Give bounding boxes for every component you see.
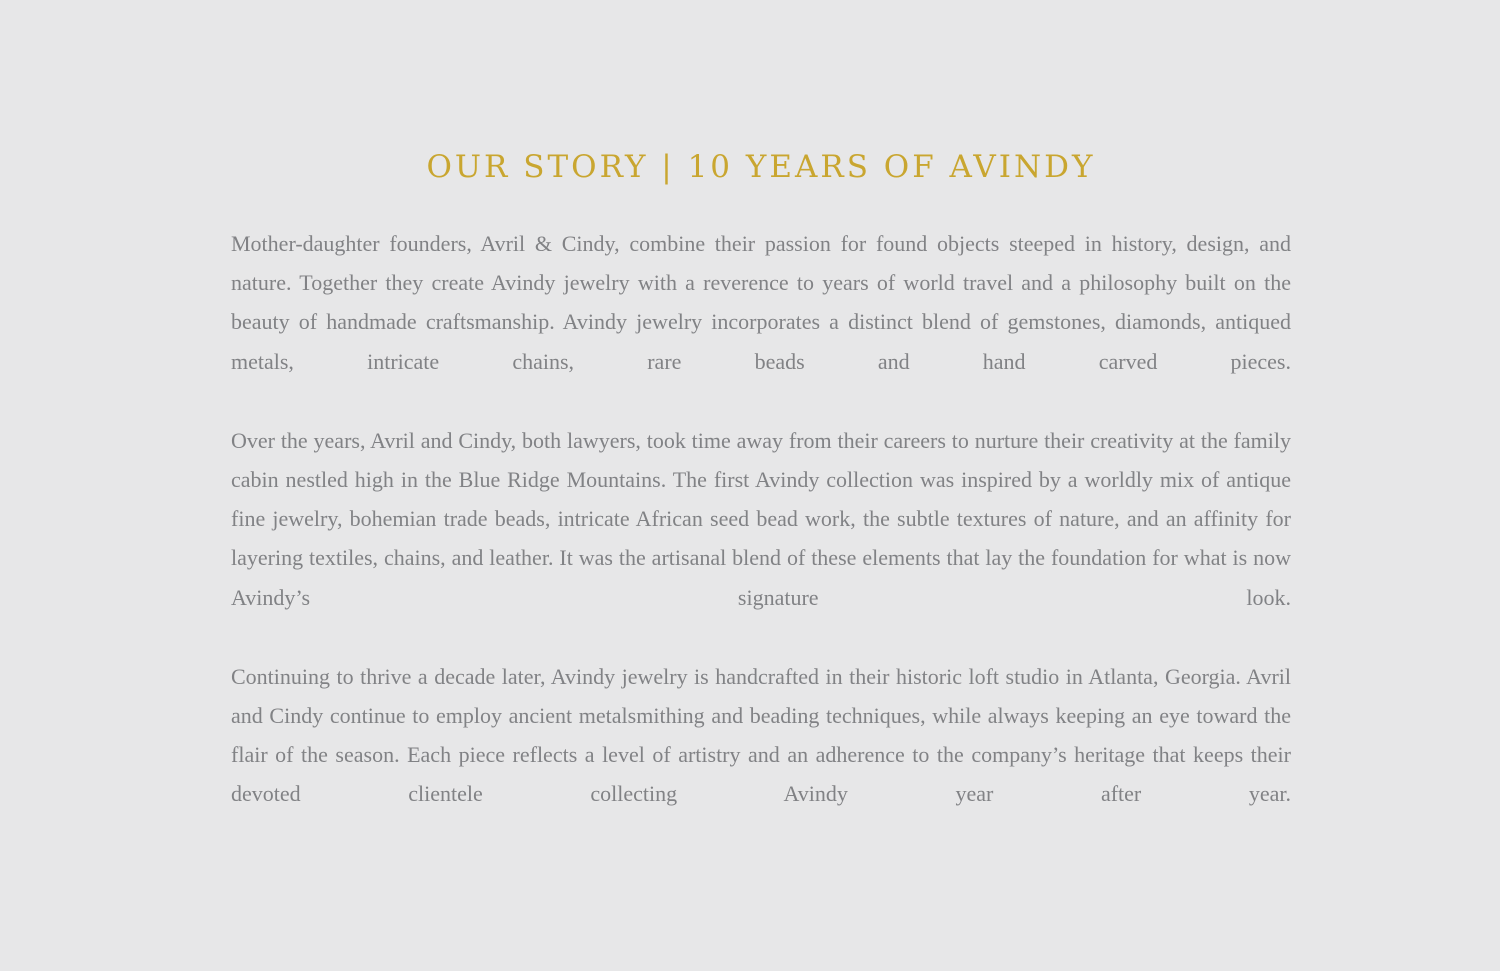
story-paragraph-today: Continuing to thrive a decade later, Avindy jewelry is handcrafted in their historic loft studio in Atlanta, Georgia. Avril and Cindy continue to employ ancient metalsmithing and beading techniques, while always keeping an eye toward the flair of the season. Each piece reflects a level of artistry and an adherence to the company’s heritage that keeps their devoted clientele collecting Avindy year after year. [231, 663, 1291, 807]
story-paragraph-founders: Mother-daughter founders, Avril & Cindy, combine their passion for found objects steeped in history, design, and nature. Together they create Avindy jewelry with a reverence to years of world travel and a philosophy built on the beauty of handmade craftsmanship. Avindy jewelry incorporates a distinct blend of gemstones, diamonds, antiqued metals, intricate chains, rare beads and hand carved pieces. [231, 231, 1291, 374]
our-story-section [231, 146, 1291, 814]
story-paragraph-origins: Over the years, Avril and Cindy, both lawyers, took time away from their careers to nurture their creativity at the family cabin nestled high in the Blue Ridge Mountains. The first Avindy collection was inspired by a worldly mix of antique fine jewelry, bohemian trade beads, intricate African seed bead work, the subtle textures of nature, and an affinity for layering textiles, chains, and leather. It was the artisanal blend of these elements that lay the foundation for what is now Avindy’s signature look. [231, 427, 1291, 610]
section-title: OUR STORY | 10 YEARS OF AVINDY [426, 149, 1096, 185]
